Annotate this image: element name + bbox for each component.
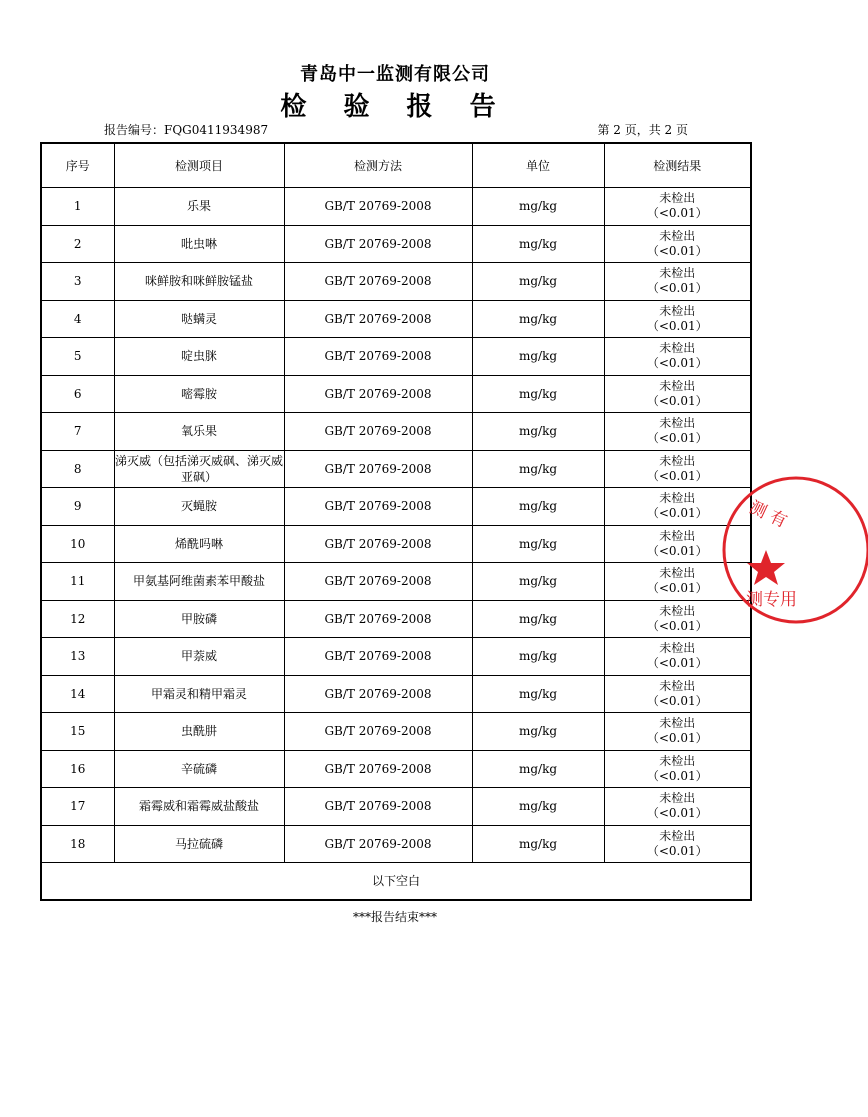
table-row (41, 563, 751, 601)
result-limit: （<0.01） (646, 206, 708, 221)
results-table (40, 142, 752, 901)
blank-note-row (41, 863, 751, 901)
row-unit: mg/kg (472, 375, 604, 413)
table-row (41, 675, 751, 713)
result-status: 未检出 (659, 603, 696, 618)
seal-text-top: 测 有 (745, 497, 791, 533)
col-header-result: 检测结果 (604, 143, 751, 188)
result-limit: （<0.01） (646, 431, 708, 446)
col-header-no: 序号 (41, 143, 114, 188)
row-unit: mg/kg (472, 675, 604, 713)
row-method: GB/T 20769-2008 (284, 713, 472, 751)
row-no: 18 (41, 825, 114, 863)
row-no: 4 (41, 300, 114, 338)
row-no: 8 (41, 450, 114, 488)
row-no: 7 (41, 413, 114, 451)
row-unit: mg/kg (472, 825, 604, 863)
result-status: 未检出 (659, 266, 696, 281)
row-method: GB/T 20769-2008 (284, 450, 472, 488)
row-result (604, 338, 751, 376)
row-result (604, 263, 751, 301)
row-no: 6 (41, 375, 114, 413)
table-row (41, 750, 751, 788)
report-end-text: ***报告结束*** (352, 910, 437, 924)
table-row (41, 413, 751, 451)
row-result (604, 638, 751, 676)
row-unit: mg/kg (472, 563, 604, 601)
col-header-item: 检测项目 (114, 143, 284, 188)
row-method: GB/T 20769-2008 (284, 225, 472, 263)
row-unit: mg/kg (472, 263, 604, 301)
row-method: GB/T 20769-2008 (284, 338, 472, 376)
result-status: 未检出 (659, 341, 696, 356)
result-status: 未检出 (659, 453, 696, 468)
company-name: 青岛中一监测有限公司 (300, 64, 490, 85)
row-no: 3 (41, 263, 114, 301)
row-method: GB/T 20769-2008 (284, 188, 472, 226)
row-no: 13 (41, 638, 114, 676)
result-limit: （<0.01） (646, 656, 708, 671)
result-status: 未检出 (659, 791, 696, 806)
table-row (41, 825, 751, 863)
result-status: 未检出 (659, 716, 696, 731)
row-unit: mg/kg (472, 488, 604, 526)
col-header-method: 检测方法 (284, 143, 472, 188)
row-method: GB/T 20769-2008 (284, 300, 472, 338)
row-item: 甲氨基阿维菌素苯甲酸盐 (114, 563, 284, 601)
result-limit: （<0.01） (646, 318, 708, 333)
row-no: 17 (41, 788, 114, 826)
result-limit: （<0.01） (646, 731, 708, 746)
row-item: 哒螨灵 (114, 300, 284, 338)
table-row (41, 450, 751, 488)
result-status: 未检出 (659, 228, 696, 243)
row-unit: mg/kg (472, 225, 604, 263)
result-limit: （<0.01） (646, 843, 708, 858)
table-row (41, 375, 751, 413)
row-item: 氧乐果 (114, 413, 284, 451)
row-method: GB/T 20769-2008 (284, 825, 472, 863)
row-result (604, 825, 751, 863)
result-limit: （<0.01） (646, 768, 708, 783)
result-limit: （<0.01） (646, 693, 708, 708)
row-no: 1 (41, 188, 114, 226)
table-row (41, 525, 751, 563)
row-result (604, 225, 751, 263)
row-item: 乐果 (114, 188, 284, 226)
table-row (41, 713, 751, 751)
result-limit: （<0.01） (646, 581, 708, 596)
row-no: 14 (41, 675, 114, 713)
row-unit: mg/kg (472, 750, 604, 788)
row-result (604, 450, 751, 488)
result-limit: （<0.01） (646, 281, 708, 296)
result-limit: （<0.01） (646, 356, 708, 371)
table-row (41, 788, 751, 826)
row-method: GB/T 20769-2008 (284, 488, 472, 526)
row-item: 霜霉威和霜霉威盐酸盐 (114, 788, 284, 826)
result-status: 未检出 (659, 491, 696, 506)
row-item: 啶虫脒 (114, 338, 284, 376)
row-result (604, 750, 751, 788)
result-status: 未检出 (659, 191, 696, 206)
row-method: GB/T 20769-2008 (284, 750, 472, 788)
result-limit: （<0.01） (646, 243, 708, 258)
row-item: 马拉硫磷 (114, 825, 284, 863)
row-item: 吡虫啉 (114, 225, 284, 263)
result-limit: （<0.01） (646, 618, 708, 633)
table-row (41, 225, 751, 263)
page-info: 第 2 页，共 2 页 (597, 123, 688, 137)
seal-star-icon (747, 550, 785, 585)
row-unit: mg/kg (472, 188, 604, 226)
row-result (604, 788, 751, 826)
row-method: GB/T 20769-2008 (284, 638, 472, 676)
row-no: 11 (41, 563, 114, 601)
row-item: 咪鲜胺和咪鲜胺锰盐 (114, 263, 284, 301)
row-method: GB/T 20769-2008 (284, 263, 472, 301)
row-method: GB/T 20769-2008 (284, 788, 472, 826)
result-status: 未检出 (659, 303, 696, 318)
result-limit: （<0.01） (646, 506, 708, 521)
row-method: GB/T 20769-2008 (284, 675, 472, 713)
row-item: 辛硫磷 (114, 750, 284, 788)
row-unit: mg/kg (472, 413, 604, 451)
table-row (41, 488, 751, 526)
row-result (604, 300, 751, 338)
row-no: 5 (41, 338, 114, 376)
result-status: 未检出 (659, 753, 696, 768)
row-item: 烯酰吗啉 (114, 525, 284, 563)
table-row (41, 638, 751, 676)
table-row (41, 188, 751, 226)
result-limit: （<0.01） (646, 543, 708, 558)
row-result (604, 188, 751, 226)
row-method: GB/T 20769-2008 (284, 600, 472, 638)
row-item: 甲胺磷 (114, 600, 284, 638)
table-row (41, 300, 751, 338)
result-status: 未检出 (659, 566, 696, 581)
row-result (604, 563, 751, 601)
row-result (604, 413, 751, 451)
result-limit: （<0.01） (646, 468, 708, 483)
row-no: 2 (41, 225, 114, 263)
row-unit: mg/kg (472, 300, 604, 338)
row-no: 15 (41, 713, 114, 751)
row-item: 灭蝇胺 (114, 488, 284, 526)
result-status: 未检出 (659, 378, 696, 393)
row-unit: mg/kg (472, 450, 604, 488)
row-result (604, 600, 751, 638)
row-no: 10 (41, 525, 114, 563)
row-method: GB/T 20769-2008 (284, 525, 472, 563)
row-method: GB/T 20769-2008 (284, 563, 472, 601)
row-no: 16 (41, 750, 114, 788)
row-unit: mg/kg (472, 338, 604, 376)
table-row (41, 600, 751, 638)
result-status: 未检出 (659, 641, 696, 656)
report-title: 检 验 报 告 (280, 92, 510, 122)
row-result (604, 675, 751, 713)
table-row (41, 263, 751, 301)
row-result (604, 713, 751, 751)
row-result (604, 488, 751, 526)
row-no: 12 (41, 600, 114, 638)
row-item: 嘧霉胺 (114, 375, 284, 413)
row-item: 甲霜灵和精甲霜灵 (114, 675, 284, 713)
row-unit: mg/kg (472, 638, 604, 676)
result-status: 未检出 (659, 528, 696, 543)
table-row (41, 338, 751, 376)
row-no: 9 (41, 488, 114, 526)
row-unit: mg/kg (472, 600, 604, 638)
result-limit: （<0.01） (646, 806, 708, 821)
report-number: 报告编号：FQG0411934987 (104, 123, 269, 137)
row-unit: mg/kg (472, 525, 604, 563)
row-method: GB/T 20769-2008 (284, 375, 472, 413)
result-status: 未检出 (659, 678, 696, 693)
row-result (604, 525, 751, 563)
row-item: 甲萘威 (114, 638, 284, 676)
row-unit: mg/kg (472, 788, 604, 826)
row-item: 虫酰肼 (114, 713, 284, 751)
blank-note: 以下空白 (41, 863, 751, 901)
row-unit: mg/kg (472, 713, 604, 751)
result-status: 未检出 (659, 416, 696, 431)
table-header-row (41, 143, 751, 188)
row-result (604, 375, 751, 413)
row-item: 涕灭威（包括涕灭威砜、涕灭威亚砜） (114, 450, 284, 488)
result-limit: （<0.01） (646, 393, 708, 408)
col-header-unit: 单位 (472, 143, 604, 188)
result-status: 未检出 (659, 828, 696, 843)
row-method: GB/T 20769-2008 (284, 413, 472, 451)
seal-text-bottom: 测专用 (746, 590, 797, 610)
